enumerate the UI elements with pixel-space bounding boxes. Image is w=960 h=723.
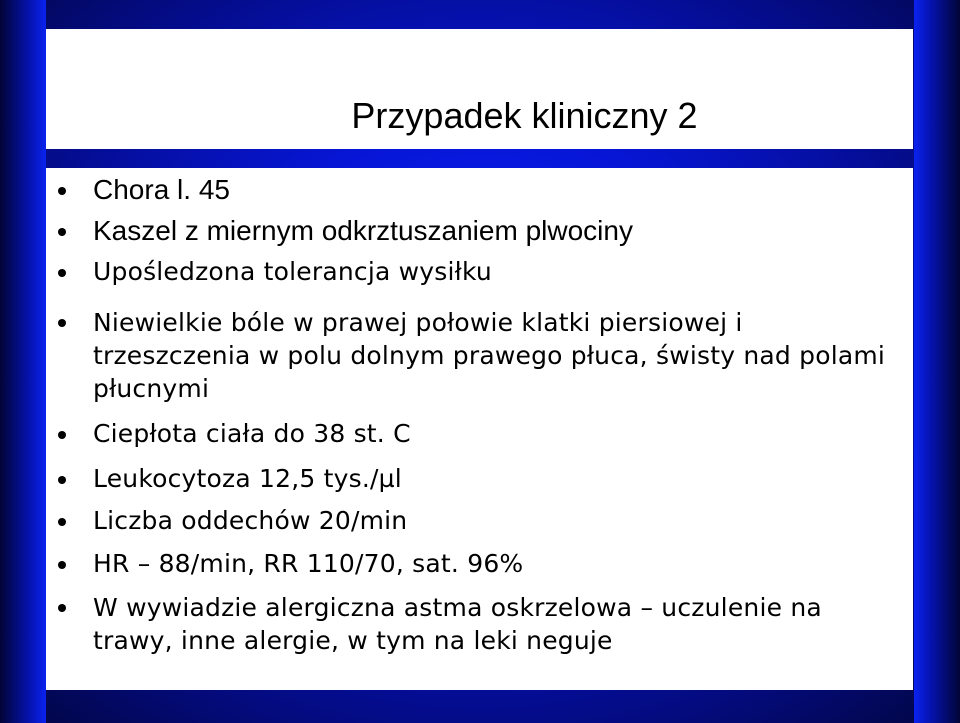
slide-title: Przypadek kliniczny 2 [351,95,698,136]
bullet-text: Liczba oddechów 20/min [93,506,408,535]
bullet-text: Leukocytoza 12,5 tys./µl [93,464,402,493]
bullet-text: W wywiadzie alergiczna astma oskrzelowa – uczulenie na trawy, inne alergie, w tym na leki neguje [93,593,822,655]
slide-background-right [914,0,960,723]
bullet-icon [58,604,66,612]
bullet-text: Ciepłota ciała do 38 st. C [93,419,411,448]
bullet-text: Upośledzona tolerancja wysiłku [93,257,492,286]
bullet-icon [58,187,66,195]
bullet-icon [58,269,66,277]
slide-background-left [0,0,46,723]
title-panel [46,29,913,149]
bullet-text: HR – 88/min, RR 110/70, sat. 96% [93,549,524,578]
bullet-icon [58,319,66,327]
bullet-text: Kaszel z miernym odkrztuszaniem plwociny [93,215,633,246]
bullet-icon [58,431,66,439]
bullet-text: Chora l. 45 [93,174,230,205]
content-panel [46,168,913,690]
bullet-icon [58,518,66,526]
bullet-icon [58,561,66,569]
bullet-icon [58,476,66,484]
bullet-text: Niewielkie bóle w prawej połowie klatki piersiowej i trzeszczenia w polu dolnym prawego płuca, świsty nad polami płucnymi [93,308,886,403]
bullet-icon [58,228,66,236]
